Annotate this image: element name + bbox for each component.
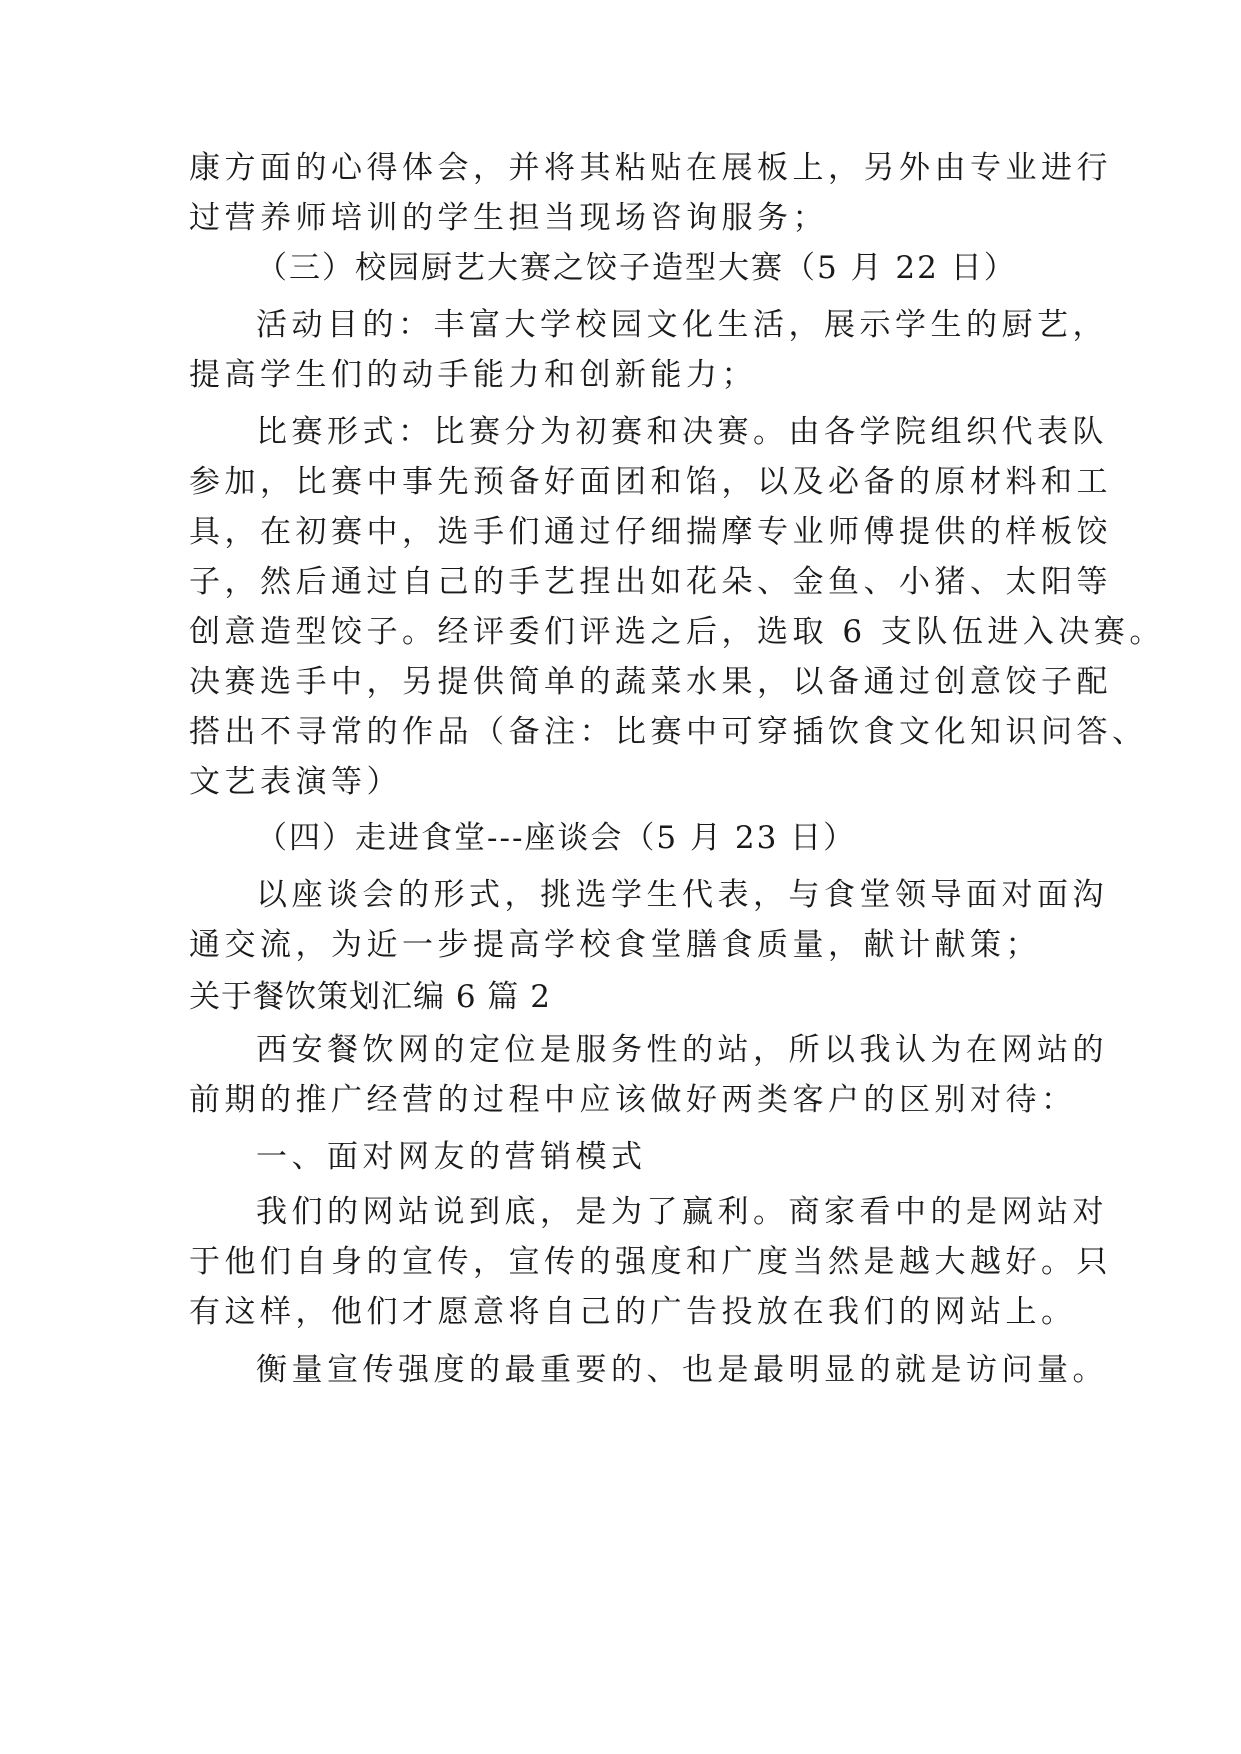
- paragraph-line: 过营养师培训的学生担当现场咨询服务；: [189, 200, 828, 236]
- paragraph-line: 比赛形式：比赛分为初赛和决赛。由各学院组织代表队: [256, 414, 1108, 450]
- paragraph-line: 前期的推广经营的过程中应该做好两类客户的区别对待：: [189, 1082, 1077, 1118]
- paragraph-line: 提高学生们的动手能力和创新能力；: [189, 357, 757, 393]
- paragraph-line: 参加，比赛中事先预备好面团和馅，以及必备的原材料和工: [189, 464, 1112, 500]
- paragraph-line: 我们的网站说到底，是为了赢利。商家看中的是网站对: [256, 1194, 1108, 1230]
- paragraph-line: 康方面的心得体会，并将其粘贴在展板上，另外由专业进行: [189, 150, 1112, 186]
- paragraph-line: 文艺表演等）: [189, 764, 402, 800]
- paragraph-line: 具，在初赛中，选手们通过仔细揣摩专业师傅提供的样板饺: [189, 514, 1112, 550]
- paragraph-line: 创意造型饺子。经评委们评选之后，选取 6 支队伍进入决赛。: [189, 614, 1165, 650]
- section-heading-4: （四）走进食堂---座谈会（5 月 23 日）: [256, 820, 857, 856]
- section-heading-3: （三）校园厨艺大赛之饺子造型大赛（5 月 22 日）: [256, 250, 1017, 286]
- paragraph-line: 西安餐饮网的定位是服务性的站，所以我认为在网站的: [256, 1032, 1108, 1068]
- paragraph-line: 通交流，为近一步提高学校食堂膳食质量，献计献策；: [189, 927, 1041, 963]
- paragraph-line: 活动目的：丰富大学校园文化生活，展示学生的厨艺，: [256, 307, 1108, 343]
- paragraph-line: 衡量宣传强度的最重要的、也是最明显的就是访问量。: [256, 1352, 1108, 1388]
- paragraph-line: 于他们自身的宣传，宣传的强度和广度当然是越大越好。只: [189, 1244, 1112, 1280]
- subsection-heading: 一、面对网友的营销模式: [256, 1139, 647, 1175]
- paragraph-line: 有这样，他们才愿意将自己的广告投放在我们的网站上。: [189, 1294, 1077, 1330]
- paragraph-line: 决赛选手中，另提供简单的蔬菜水果，以备通过创意饺子配: [189, 664, 1112, 700]
- part-title: 关于餐饮策划汇编 6 篇 2: [189, 979, 552, 1015]
- paragraph-line: 搭出不寻常的作品（备注：比赛中可穿插饮食文化知识问答、: [189, 714, 1148, 750]
- paragraph-line: 子，然后通过自己的手艺捏出如花朵、金鱼、小猪、太阳等: [189, 564, 1112, 600]
- paragraph-line: 以座谈会的形式，挑选学生代表，与食堂领导面对面沟: [256, 877, 1108, 913]
